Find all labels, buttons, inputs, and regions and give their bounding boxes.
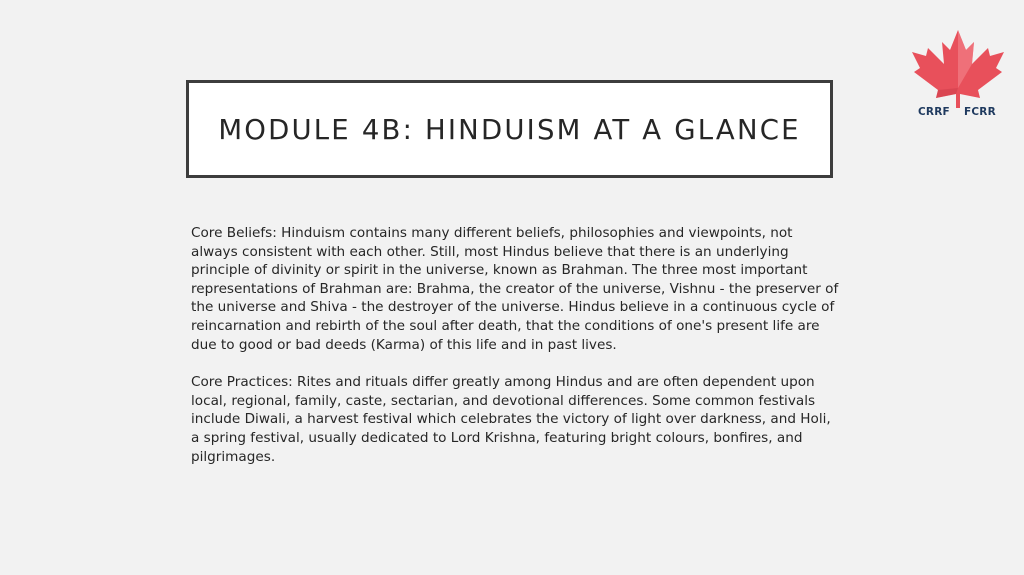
title-box: [186, 80, 833, 178]
slide-body: [191, 224, 841, 466]
crrf-logo: [908, 28, 1008, 124]
core-practices-paragraph: Core Practices: Rites and rituals differ greatly among Hindus and are often dependent upon local, regional, family, caste, sectarian, and devotional differences. Some common festivals include Diwali, a harvest festival which celebrates the victory of light over darkness, and Holi, a spring festival, usually dedicated to Lord Krishna, featuring bright colours, bonfires, and pilgrimages.: [191, 374, 831, 465]
slide-title: MODULE 4B: HINDUISM AT A GLANCE: [218, 114, 801, 146]
maple-leaf-icon: [908, 28, 1008, 108]
logo-text-fcrr: FCRR: [964, 106, 996, 118]
logo-text-crrf: CRRF: [918, 106, 950, 118]
core-beliefs-paragraph: Core Beliefs: Hinduism contains many different beliefs, philosophies and viewpoints, not always consistent with each other. Still, most Hindus believe that there is an underlying principle of divinity or spirit in the universe, known as Brahman. The three most important representations of Brahman are: Brahma, the creator of the universe, Vishnu - the preserver of the universe and Shiva - the destroyer of the universe. Hindus believe in a continuous cycle of reincarnation and rebirth of the soul after death, that the conditions of one's present life are due to good or bad deeds (Karma) of this life and in past lives.: [191, 225, 839, 353]
